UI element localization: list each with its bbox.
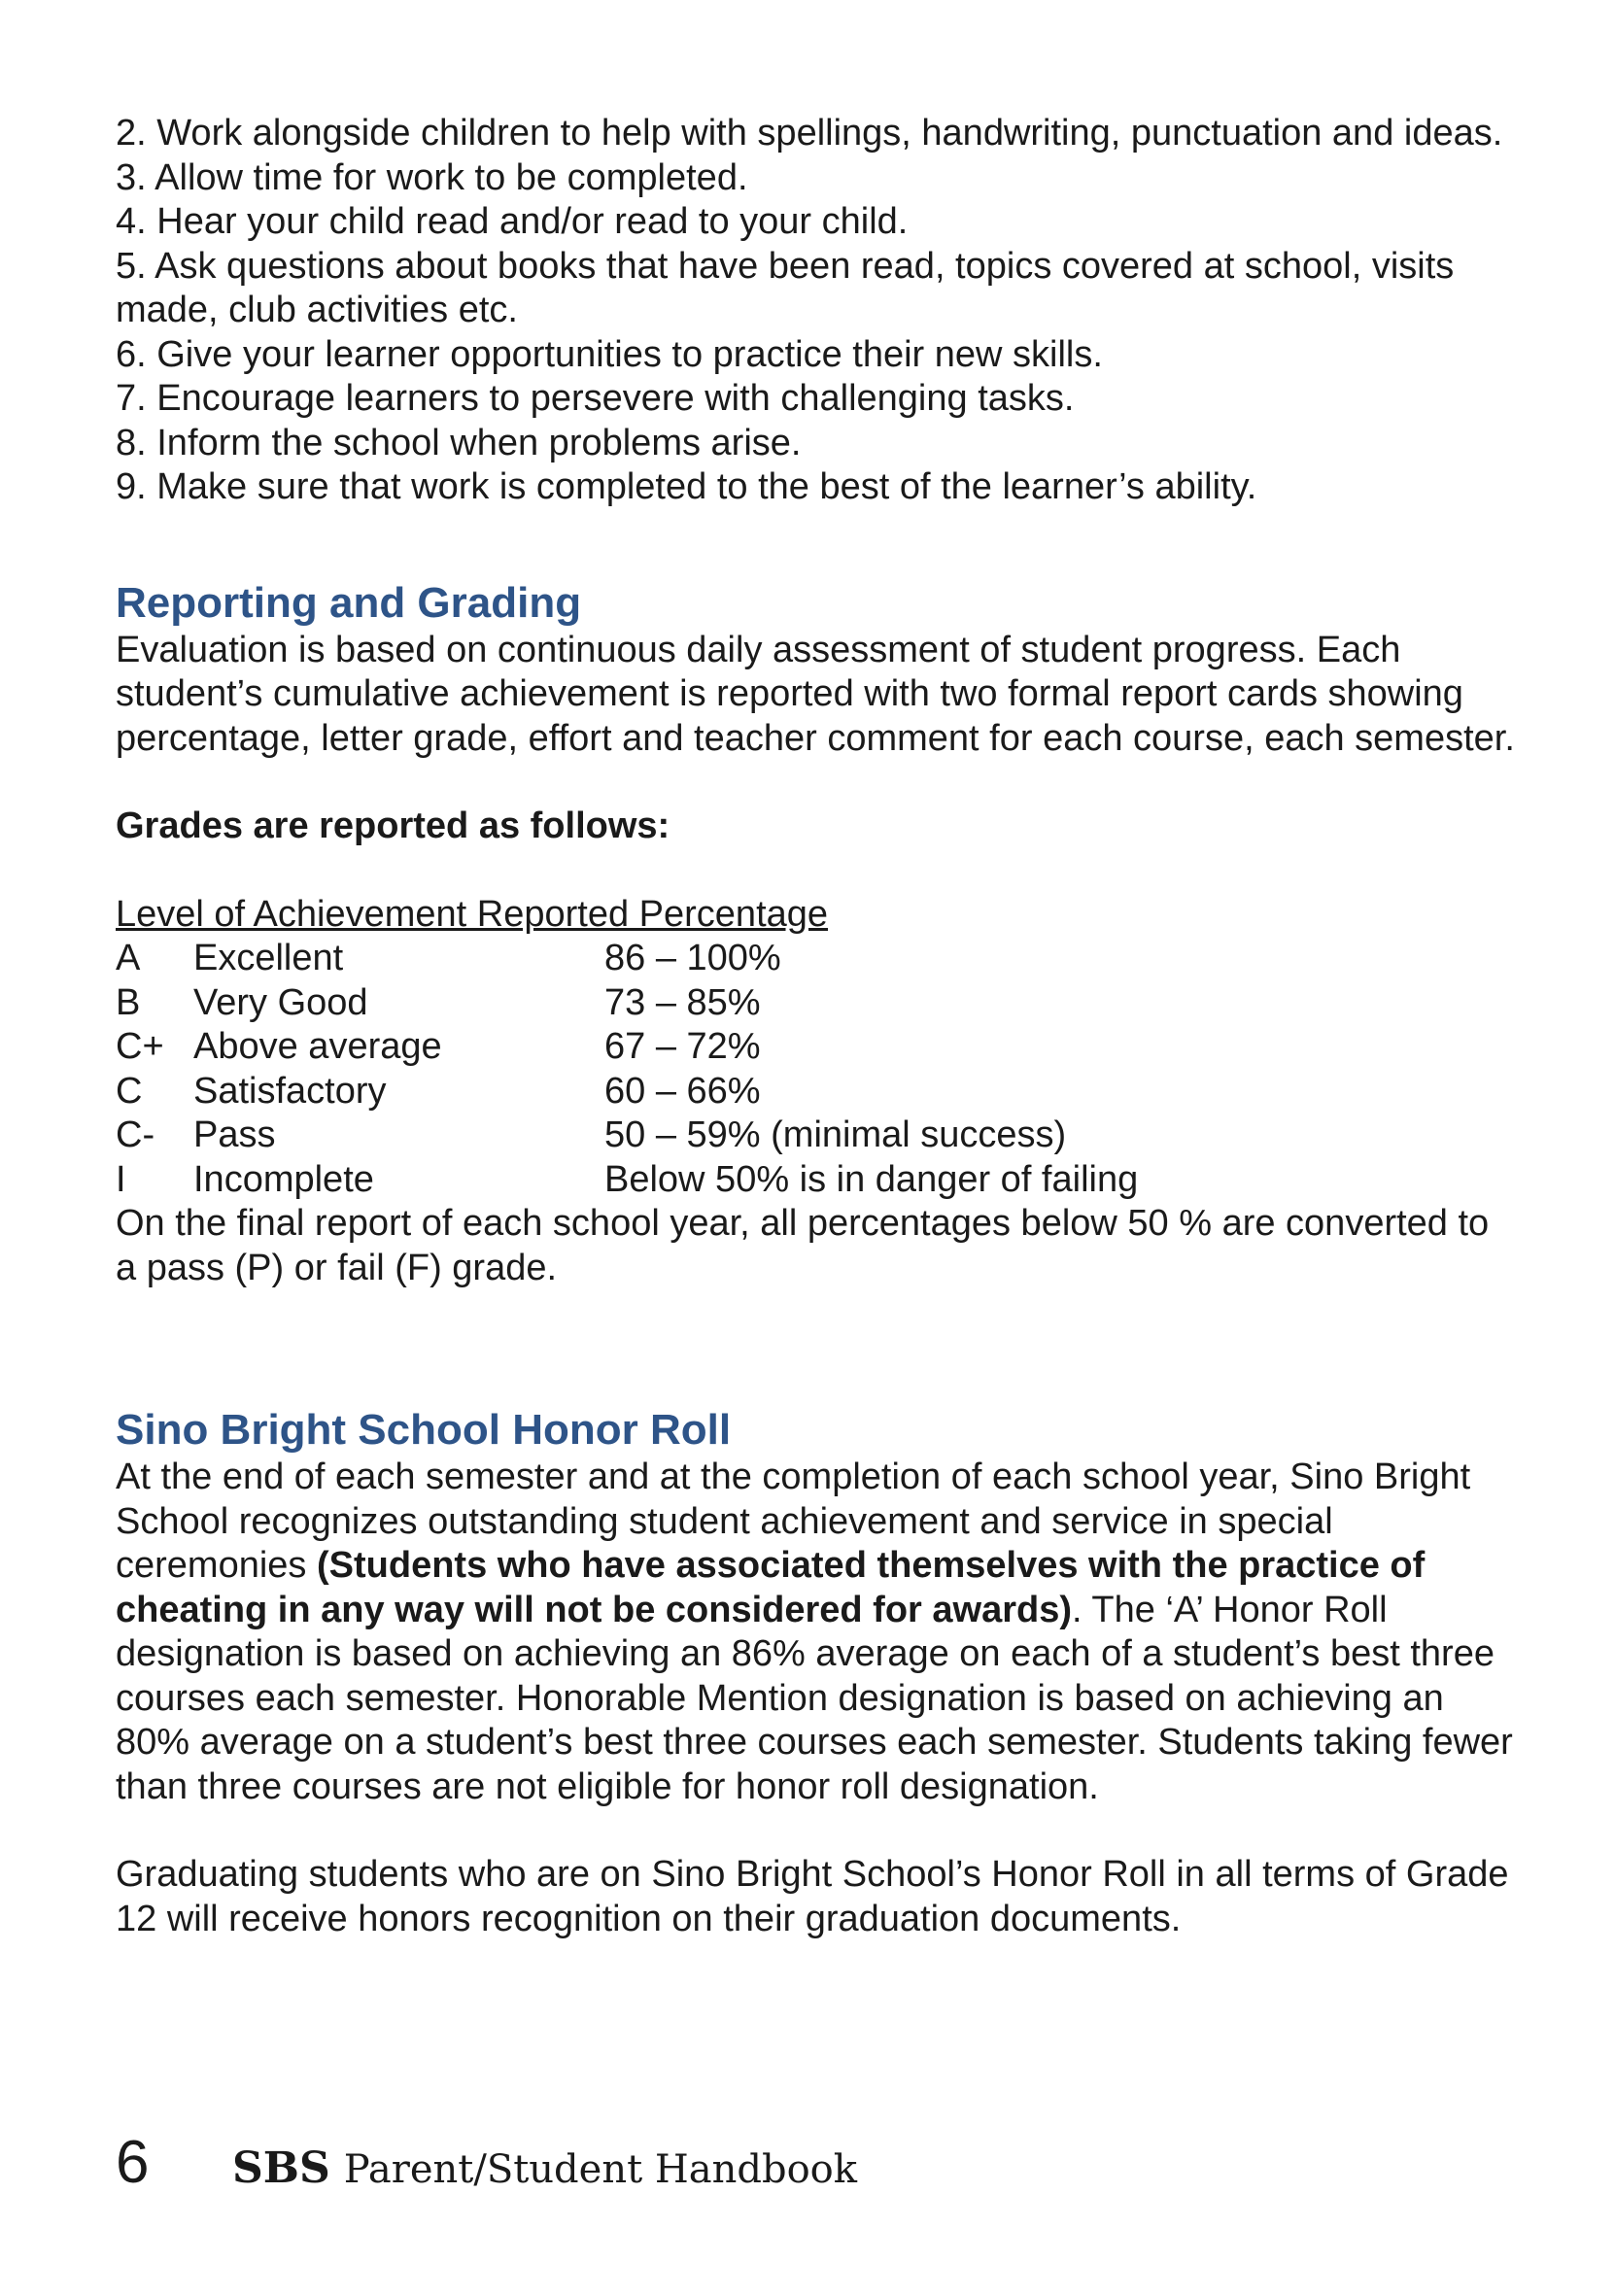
list-item: 5. Ask questions about books that have been read, topics covered at school, visits made, club activities etc. bbox=[116, 245, 1455, 330]
list-item: 4. Hear your child read and/or read to your child. bbox=[116, 201, 909, 242]
list-item: 9. Make sure that work is completed to the best of the learner’s ability. bbox=[116, 466, 1257, 507]
grade-letter: C- bbox=[116, 1114, 155, 1155]
honor-text-end: . The ‘A’ Honor Roll designation is based on achieving an 86% average on each of a student’s best three courses each semester. Honorable Mention designation is based on achieving an 80% average on a student’s best three courses each semester. Students taking fewer than three courses are not eligible for honor roll designation. bbox=[116, 1589, 1513, 1807]
grades-table-header: Level of Achievement Reported Percentage bbox=[116, 893, 829, 935]
grade-row bbox=[116, 1025, 1515, 1070]
grade-row bbox=[116, 1070, 1515, 1114]
grade-range: 86 – 100% bbox=[604, 938, 781, 978]
reporting-intro: Evaluation is based on continuous daily assessment of student progress. Each student’s cumulative achievement is reported with two formal report cards showing percentage, letter grade, effort and teacher comment for each course, each semester. bbox=[116, 629, 1515, 759]
grade-label: Incomplete bbox=[193, 1158, 374, 1200]
honor-text-start: At the end of each semester and at the completion of each school year, Sino Bright School recognizes outstanding student achievement and service in special ceremonies bbox=[116, 1456, 1471, 1586]
grade-label: Very Good bbox=[193, 981, 368, 1023]
grade-range: 50 – 59% (minimal success) bbox=[604, 1114, 1067, 1155]
grade-range: 60 – 66% bbox=[604, 1070, 761, 1112]
grade-range: 67 – 72% bbox=[604, 1026, 761, 1067]
grade-label: Excellent bbox=[193, 938, 344, 978]
grades-table bbox=[116, 937, 1515, 1202]
grade-row bbox=[116, 937, 1515, 981]
list-item: 7. Encourage learners to persevere with challenging tasks. bbox=[116, 378, 1075, 419]
footer-brand: SBS bbox=[232, 2143, 330, 2193]
grade-row bbox=[116, 981, 1515, 1026]
grade-row bbox=[116, 1158, 1515, 1203]
page-content bbox=[116, 112, 1515, 1941]
page-number: 6 bbox=[116, 2129, 150, 2196]
honor-roll-heading: Sino Bright School Honor Roll bbox=[116, 1406, 732, 1454]
grade-letter: A bbox=[116, 938, 141, 978]
page-footer bbox=[116, 2128, 857, 2197]
grade-label: Satisfactory bbox=[193, 1070, 387, 1112]
grade-range: 73 – 85% bbox=[604, 981, 761, 1023]
grade-letter: I bbox=[116, 1158, 126, 1200]
grade-letter: B bbox=[116, 981, 141, 1023]
grade-range: Below 50% is in danger of failing bbox=[604, 1158, 1139, 1200]
parent-tips-list bbox=[116, 112, 1515, 510]
grades-label: Grades are reported as follows: bbox=[116, 805, 670, 846]
grade-label: Pass bbox=[193, 1114, 276, 1155]
grade-label: Above average bbox=[193, 1026, 442, 1067]
list-item: 8. Inform the school when problems arise. bbox=[116, 422, 802, 463]
grade-letter: C bbox=[116, 1070, 143, 1112]
list-item: 3. Allow time for work to be completed. bbox=[116, 156, 748, 198]
reporting-heading: Reporting and Grading bbox=[116, 578, 582, 627]
cheating-notice: (Students who have associated themselves with the practice of cheating in any way will not be considered for awards) bbox=[116, 1545, 1426, 1630]
grade-row bbox=[116, 1114, 1515, 1158]
honor-roll-paragraph bbox=[116, 1456, 1515, 1809]
final-report-note: On the final report of each school year, all percentages below 50 % are converted to a pass (P) or fail (F) grade. bbox=[116, 1203, 1490, 1288]
footer-title: Parent/Student Handbook bbox=[343, 2147, 857, 2192]
graduation-honors-paragraph: Graduating students who are on Sino Bright School’s Honor Roll in all terms of Grade 12 will receive honors recognition on their graduation documents. bbox=[116, 1854, 1509, 1939]
list-item: 2. Work alongside children to help with spellings, handwriting, punctuation and ideas. bbox=[116, 113, 1503, 154]
list-item: 6. Give your learner opportunities to practice their new skills. bbox=[116, 333, 1103, 375]
grade-letter: C+ bbox=[116, 1026, 164, 1067]
